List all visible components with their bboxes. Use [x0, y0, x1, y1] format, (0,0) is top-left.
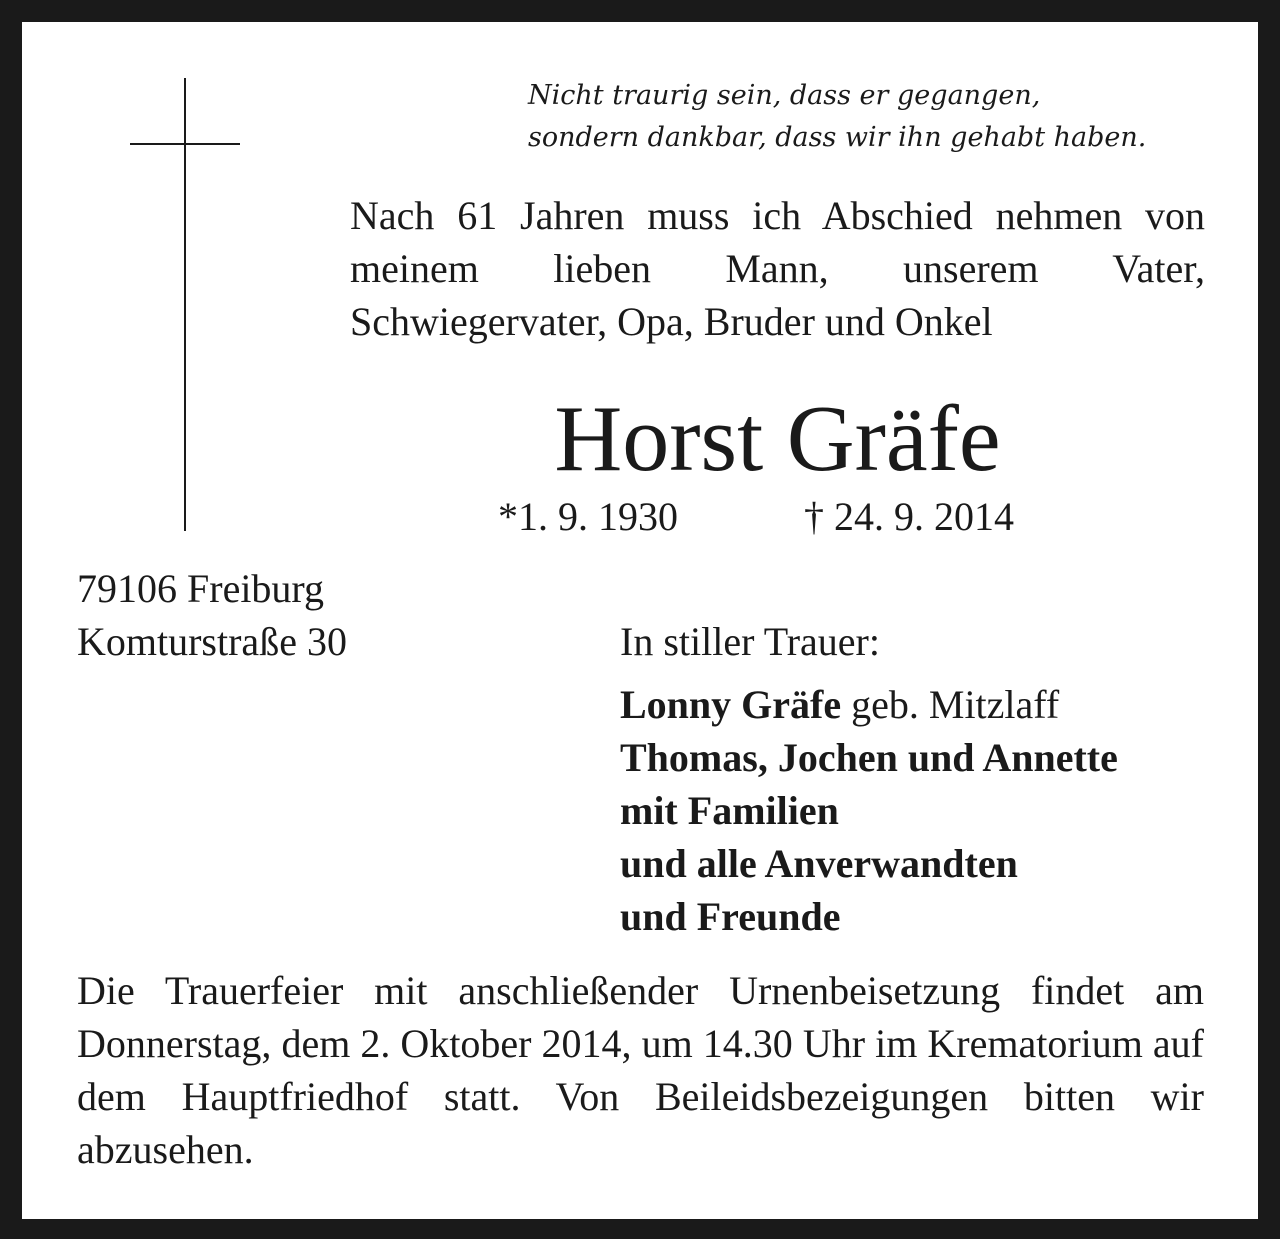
cross-icon-horizontal [130, 143, 240, 145]
widow-name: Lonny Gräfe [620, 682, 842, 727]
deceased-name: Horst Gräfe [554, 387, 1001, 491]
mourner-line-1: Thomas, Jochen und Annette [620, 735, 1118, 780]
intro-text: Nach 61 Jahren muss ich Abschied nehmen von meinem lieben Mann, unserem Vater, Schwiegervater, Opa, Bruder und Onkel [350, 193, 1205, 344]
memorial-quote [528, 75, 1228, 159]
quote-line-1: Nicht traurig sein, dass er gegangen, [528, 80, 1041, 111]
birth-date: *1. 9. 1930 [498, 494, 678, 539]
address-street: Komturstraße 30 [77, 619, 347, 664]
address-block [77, 562, 347, 668]
cross-icon-vertical [184, 78, 186, 531]
widow-line [620, 678, 1220, 731]
death-date: † 24. 9. 2014 [804, 494, 1014, 539]
funeral-details: Die Trauerfeier mit anschließender Urnenbeisetzung findet am Donnerstag, dem 2. Oktober 2014, um 14.30 Uhr im Krematorium auf dem Hauptfriedhof statt. Von Beileidsbezeigungen bitten wir abzusehen. [77, 968, 1204, 1172]
mourning-lead: In stiller Trauer: [620, 619, 880, 664]
mourner-line-4: und Freunde [620, 894, 841, 939]
mourners-block [620, 615, 1220, 943]
mourner-line-2: mit Familien [620, 788, 839, 833]
quote-line-2: sondern dankbar, dass wir ihn gehabt haben. [528, 122, 1147, 153]
widow-maiden-name: geb. Mitzlaff [851, 682, 1060, 727]
address-city: 79106 Freiburg [77, 566, 325, 611]
mourner-line-3: und alle Anverwandten [620, 841, 1018, 886]
